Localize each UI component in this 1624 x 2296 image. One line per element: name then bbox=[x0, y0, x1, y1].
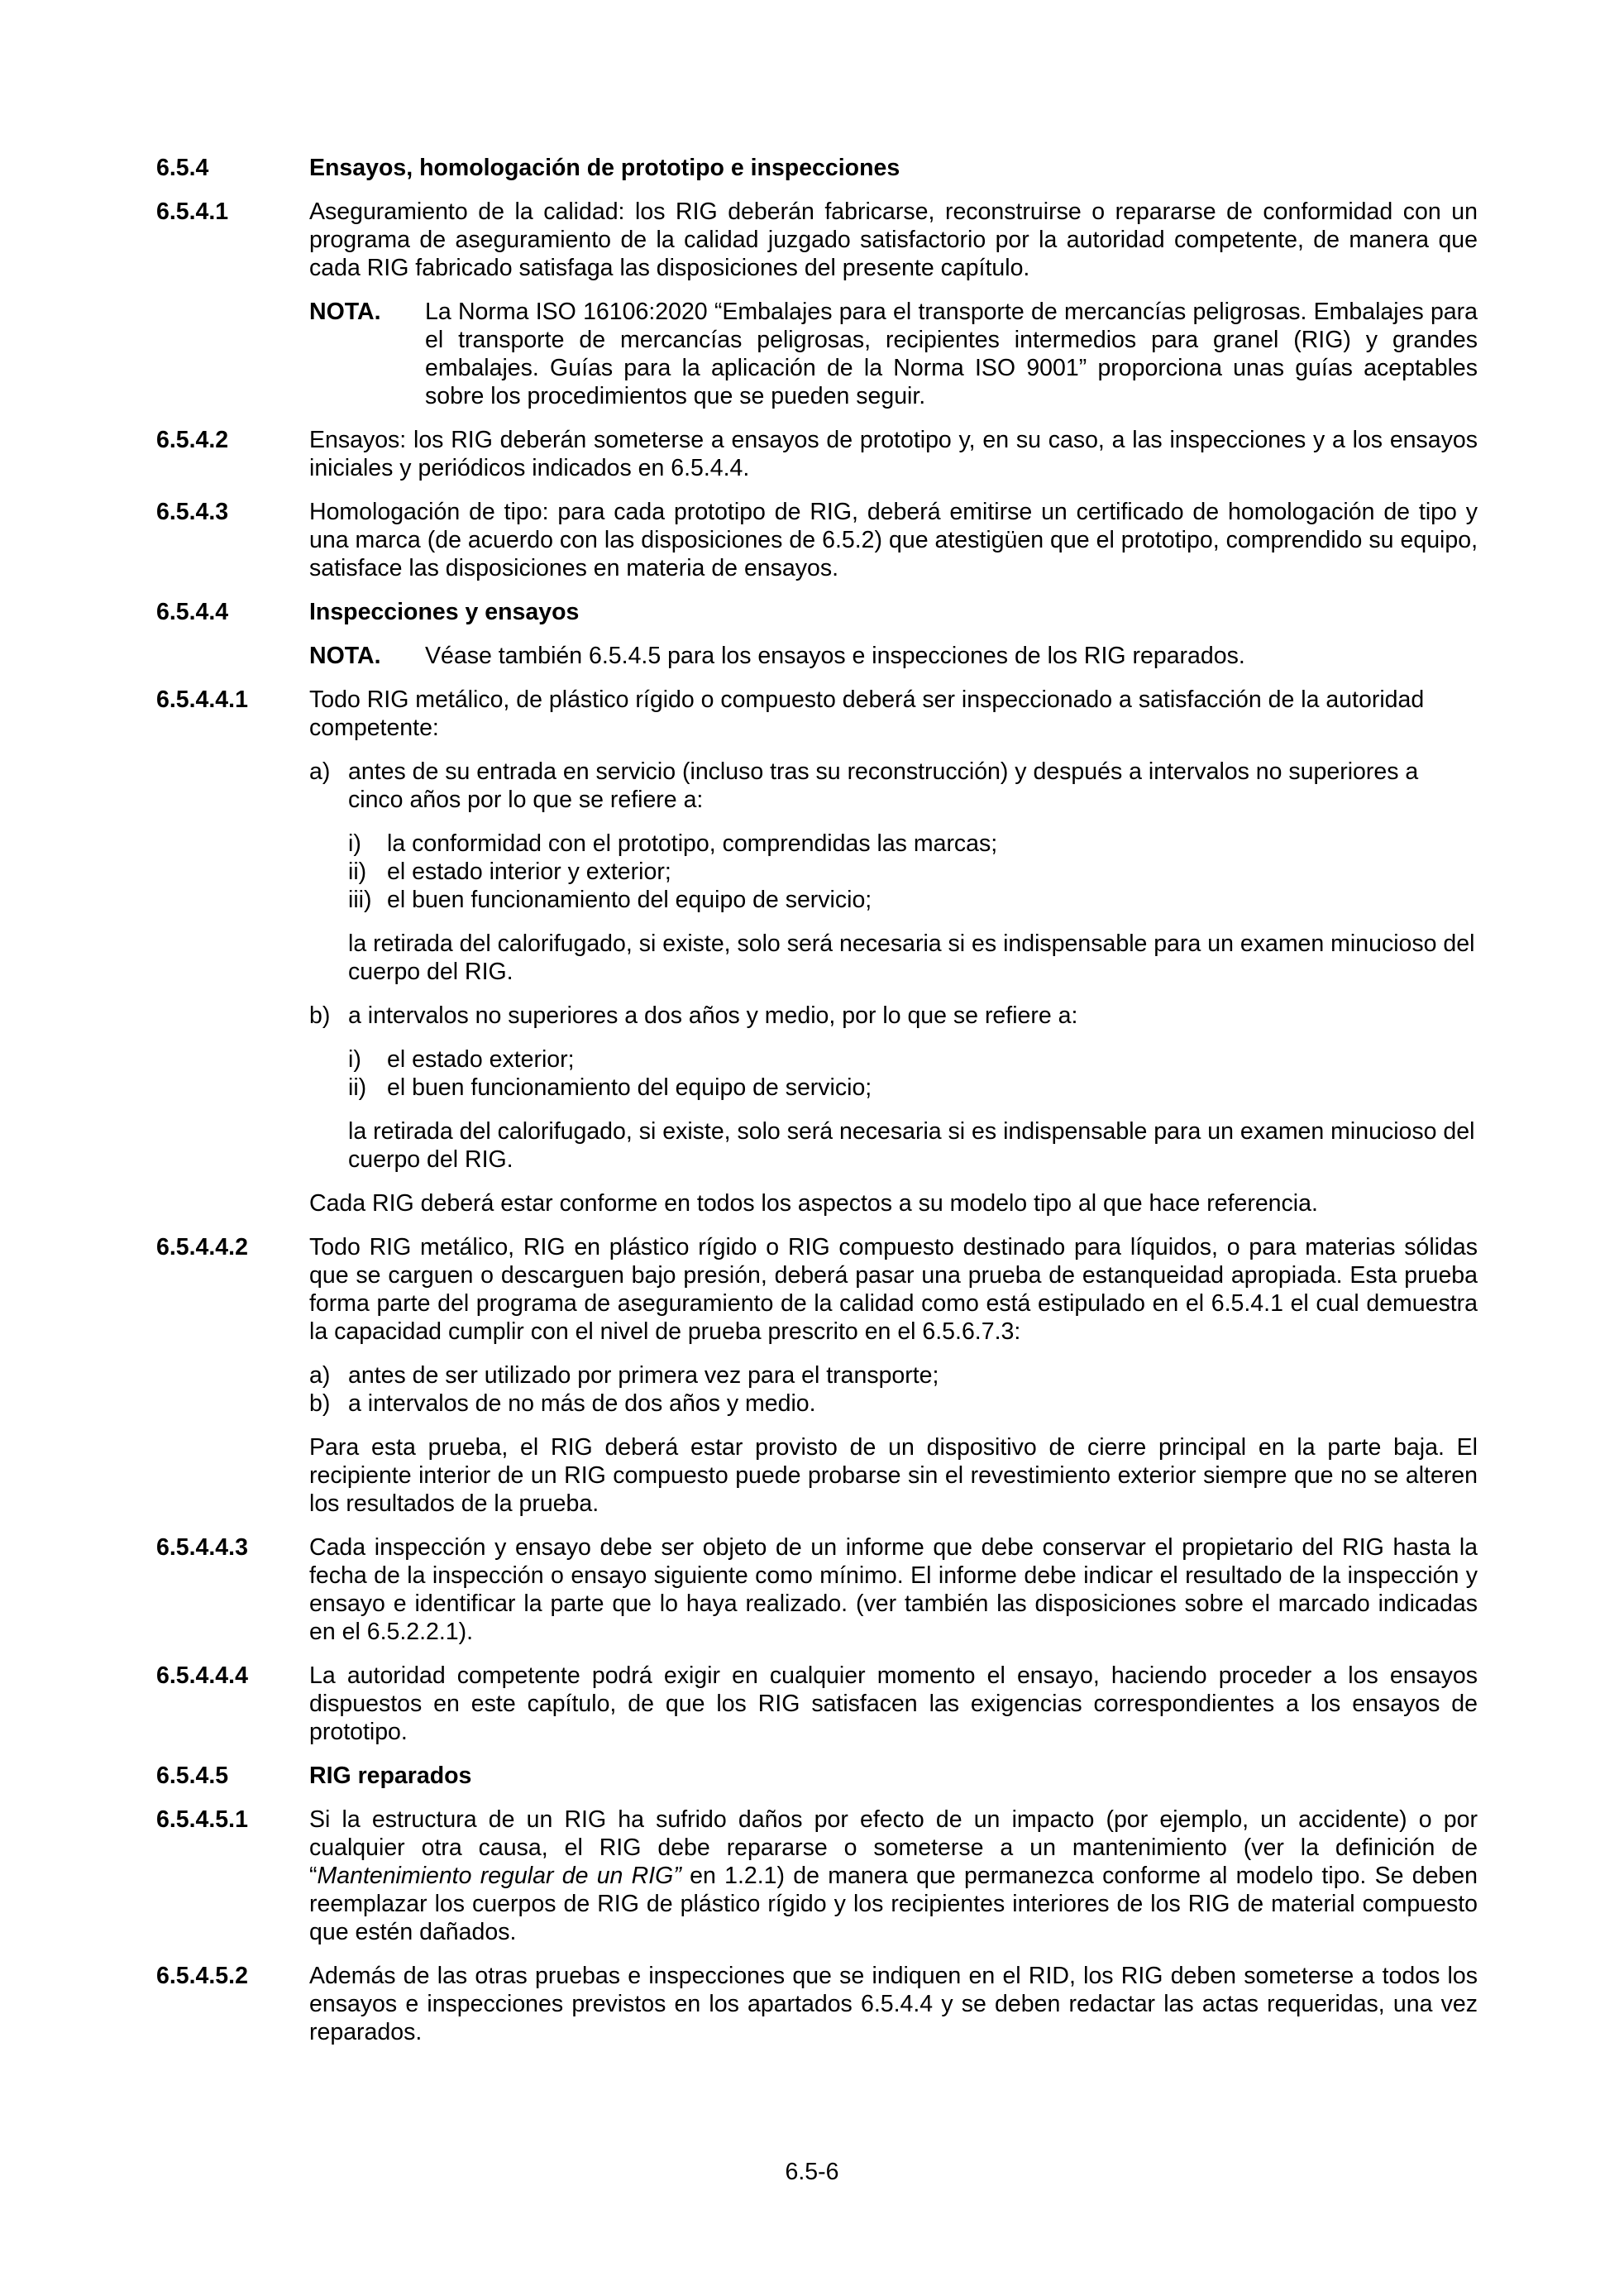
list-marker: i) bbox=[348, 1046, 361, 1073]
section-number: 6.5.4.4.4 bbox=[156, 1662, 248, 1689]
sub-list-item-text: la conformidad con el prototipo, comprendidas las marcas; bbox=[387, 830, 998, 857]
paragraph: Ensayos: los RIG deberán someterse a ensayos de prototipo y, en su caso, a las inspecciones y a los ensayos iniciales y periódicos indicados en 6.5.4.4. bbox=[309, 427, 1478, 481]
list-item bbox=[309, 1002, 1478, 1174]
paragraph: Cada RIG deberá estar conforme en todos los aspectos a su modelo tipo al que hace referencia. bbox=[309, 1190, 1318, 1217]
sub-list-item bbox=[348, 830, 1478, 858]
section-6-5-4-4-2 bbox=[156, 1233, 1478, 1518]
paragraph: Homologación de tipo: para cada prototipo de RIG, deberá emitirse un certificado de homologación de tipo y una marca (de acuerdo con las disposiciones de 6.5.2) que atestigüen que el prototipo, comprendido su equipo, satisface las disposiciones en materia de ensayos. bbox=[309, 499, 1478, 581]
paragraph: la retirada del calorifugado, si existe, solo será necesaria si es indispensable para un examen minucioso del cuerpo del RIG. bbox=[348, 1118, 1475, 1173]
section-6-5-4-2 bbox=[156, 426, 1478, 482]
note-label: NOTA. bbox=[309, 299, 381, 325]
section-number: 6.5.4.1 bbox=[156, 199, 229, 225]
paragraph-text: Si la estructura de un RIG ha sufrido daños por efecto de un impacto (por ejemplo, un accidente) o por cualquier otra causa, el RIG debe repararse o someterse a un mantenimiento (ver la definición de “ bbox=[309, 1806, 1478, 1889]
list-marker: i) bbox=[348, 830, 361, 857]
section-number: 6.5.4 bbox=[156, 155, 209, 181]
section-6-5-4-4-4 bbox=[156, 1662, 1478, 1746]
list-marker: ii) bbox=[348, 1074, 367, 1101]
list bbox=[309, 1361, 1478, 1418]
section-number: 6.5.4.4.3 bbox=[156, 1534, 248, 1561]
paragraph: Aseguramiento de la calidad: los RIG deberán fabricarse, reconstruirse o repararse de conformidad con un programa de aseguramiento de la calidad juzgado satisfactorio por la autoridad competente, de manera que cada RIG fabricado satisfaga las disposiciones del presente capítulo. bbox=[309, 199, 1478, 281]
sub-list-item-text: el buen funcionamiento del equipo de servicio; bbox=[387, 887, 872, 913]
note-label: NOTA. bbox=[309, 643, 381, 669]
note-text: Véase también 6.5.4.5 para los ensayos e inspecciones de los RIG reparados. bbox=[425, 643, 1245, 669]
paragraph-text: en 1.2.1) de manera que permanezca conforme al modelo tipo. Se deben reemplazar los cuerpos de RIG de plástico rígido y los recipientes interiores de los RIG de material compuesto que estén dañados. bbox=[309, 1863, 1478, 1945]
paragraph bbox=[309, 1806, 1478, 1946]
section-title: Inspecciones y ensayos bbox=[309, 599, 580, 625]
note bbox=[156, 642, 1478, 670]
section-number: 6.5.4.5.2 bbox=[156, 1963, 248, 1989]
paragraph: Además de las otras pruebas e inspecciones que se indiquen en el RID, los RIG deben someterse a todos los ensayos e inspecciones previstos en los apartados 6.5.4.4 y se deben redactar las actas requeridas, una vez reparados. bbox=[309, 1963, 1478, 2045]
section-number: 6.5.4.3 bbox=[156, 499, 229, 525]
section-6-5-4-4 bbox=[156, 598, 1478, 626]
section-6-5-4-4-3 bbox=[156, 1533, 1478, 1646]
note bbox=[309, 298, 1478, 410]
sub-list-item bbox=[348, 1074, 1478, 1102]
list-marker: a) bbox=[309, 758, 331, 785]
paragraph: Todo RIG metálico, RIG en plástico rígido o RIG compuesto destinado para líquidos, o para materias sólidas que se carguen o descarguen bajo presión, deberá pasar una prueba de estanqueidad apropiada. Esta prueba forma parte del programa de aseguramiento de la calidad como está estipulado en el 6.5.4.1 el cual demuestra la capacidad cumplir con el nivel de prueba prescrito en el 6.5.6.7.3: bbox=[309, 1234, 1478, 1345]
section-6-5-4-5-2 bbox=[156, 1962, 1478, 2046]
section-number: 6.5.4.4.1 bbox=[156, 686, 248, 713]
document-page bbox=[156, 154, 1478, 2062]
paragraph: la retirada del calorifugado, si existe, solo será necesaria si es indispensable para un examen minucioso del cuerpo del RIG. bbox=[348, 930, 1475, 985]
section-title: RIG reparados bbox=[309, 1763, 472, 1789]
list-marker: ii) bbox=[348, 859, 367, 885]
list-item-text: a intervalos de no más de dos años y medio. bbox=[348, 1390, 816, 1417]
section-6-5-4 bbox=[156, 154, 1478, 182]
section-6-5-4-4-1 bbox=[156, 686, 1478, 1217]
sub-list-item bbox=[348, 1045, 1478, 1074]
sub-list-item-text: el estado interior y exterior; bbox=[387, 859, 671, 885]
section-6-5-4-1 bbox=[156, 198, 1478, 410]
list-marker: a) bbox=[309, 1362, 331, 1389]
list-item bbox=[309, 758, 1478, 986]
section-number: 6.5.4.4.2 bbox=[156, 1234, 248, 1260]
section-title: Ensayos, homologación de prototipo e inspecciones bbox=[309, 155, 900, 181]
note-text: La Norma ISO 16106:2020 “Embalajes para el transporte de mercancías peligrosas. Embalajes para el transporte de mercancías peligrosas, recipientes intermedios para granel (RIG) y grandes embalajes. Guías para la aplicación de la Norma ISO 9001” proporciona unas guías aceptables sobre los procedimientos que se pueden seguir. bbox=[425, 299, 1478, 409]
page-number: 6.5-6 bbox=[785, 2159, 839, 2185]
list-marker: b) bbox=[309, 1002, 331, 1029]
paragraph: Para esta prueba, el RIG deberá estar provisto de un dispositivo de cierre principal en la parte baja. El recipiente interior de un RIG compuesto puede probarse sin el revestimiento exterior siempre que no se alteren los resultados de la prueba. bbox=[309, 1434, 1478, 1517]
sub-list-item bbox=[348, 886, 1478, 914]
sub-list-item-text: el estado exterior; bbox=[387, 1046, 575, 1073]
list-item bbox=[309, 1361, 1478, 1390]
paragraph: Cada inspección y ensayo debe ser objeto de un informe que debe conservar el propietario del RIG hasta la fecha de la inspección o ensayo siguiente como mínimo. El informe debe indicar el resultado de la inspección y ensayo e identificar la parte que lo haya realizado. (ver también las disposiciones sobre el marcado indicadas en el 6.5.2.2.1). bbox=[309, 1534, 1478, 1645]
section-6-5-4-5-1 bbox=[156, 1806, 1478, 1946]
list bbox=[309, 758, 1478, 1174]
list-item-text: antes de su entrada en servicio (incluso tras su reconstrucción) y después a intervalos no superiores a cinco años por lo que se refiere a: bbox=[348, 758, 1419, 813]
sub-list bbox=[348, 1045, 1478, 1102]
paragraph: Todo RIG metálico, de plástico rígido o compuesto deberá ser inspeccionado a satisfacción de la autoridad competente: bbox=[309, 686, 1425, 741]
section-number: 6.5.4.4 bbox=[156, 599, 229, 625]
list-marker: iii) bbox=[348, 887, 372, 913]
sub-list bbox=[348, 830, 1478, 914]
section-number: 6.5.4.5.1 bbox=[156, 1806, 248, 1833]
list-item-text: a intervalos no superiores a dos años y medio, por lo que se refiere a: bbox=[348, 1002, 1078, 1029]
section-6-5-4-3 bbox=[156, 498, 1478, 582]
section-number: 6.5.4.2 bbox=[156, 427, 229, 453]
sub-list-item-text: el buen funcionamiento del equipo de servicio; bbox=[387, 1074, 872, 1101]
sub-list-item bbox=[348, 858, 1478, 886]
list-marker: b) bbox=[309, 1390, 331, 1417]
list-item bbox=[309, 1390, 1478, 1418]
section-number: 6.5.4.5 bbox=[156, 1763, 229, 1789]
list-item-text: antes de ser utilizado por primera vez para el transporte; bbox=[348, 1362, 939, 1389]
defined-term: Mantenimiento regular de un RIG” bbox=[317, 1863, 681, 1889]
section-6-5-4-5 bbox=[156, 1762, 1478, 1790]
paragraph: La autoridad competente podrá exigir en cualquier momento el ensayo, haciendo proceder a los ensayos dispuestos en este capítulo, de que los RIG satisfacen las exigencias correspondientes a los ensayos de prototipo. bbox=[309, 1662, 1478, 1745]
